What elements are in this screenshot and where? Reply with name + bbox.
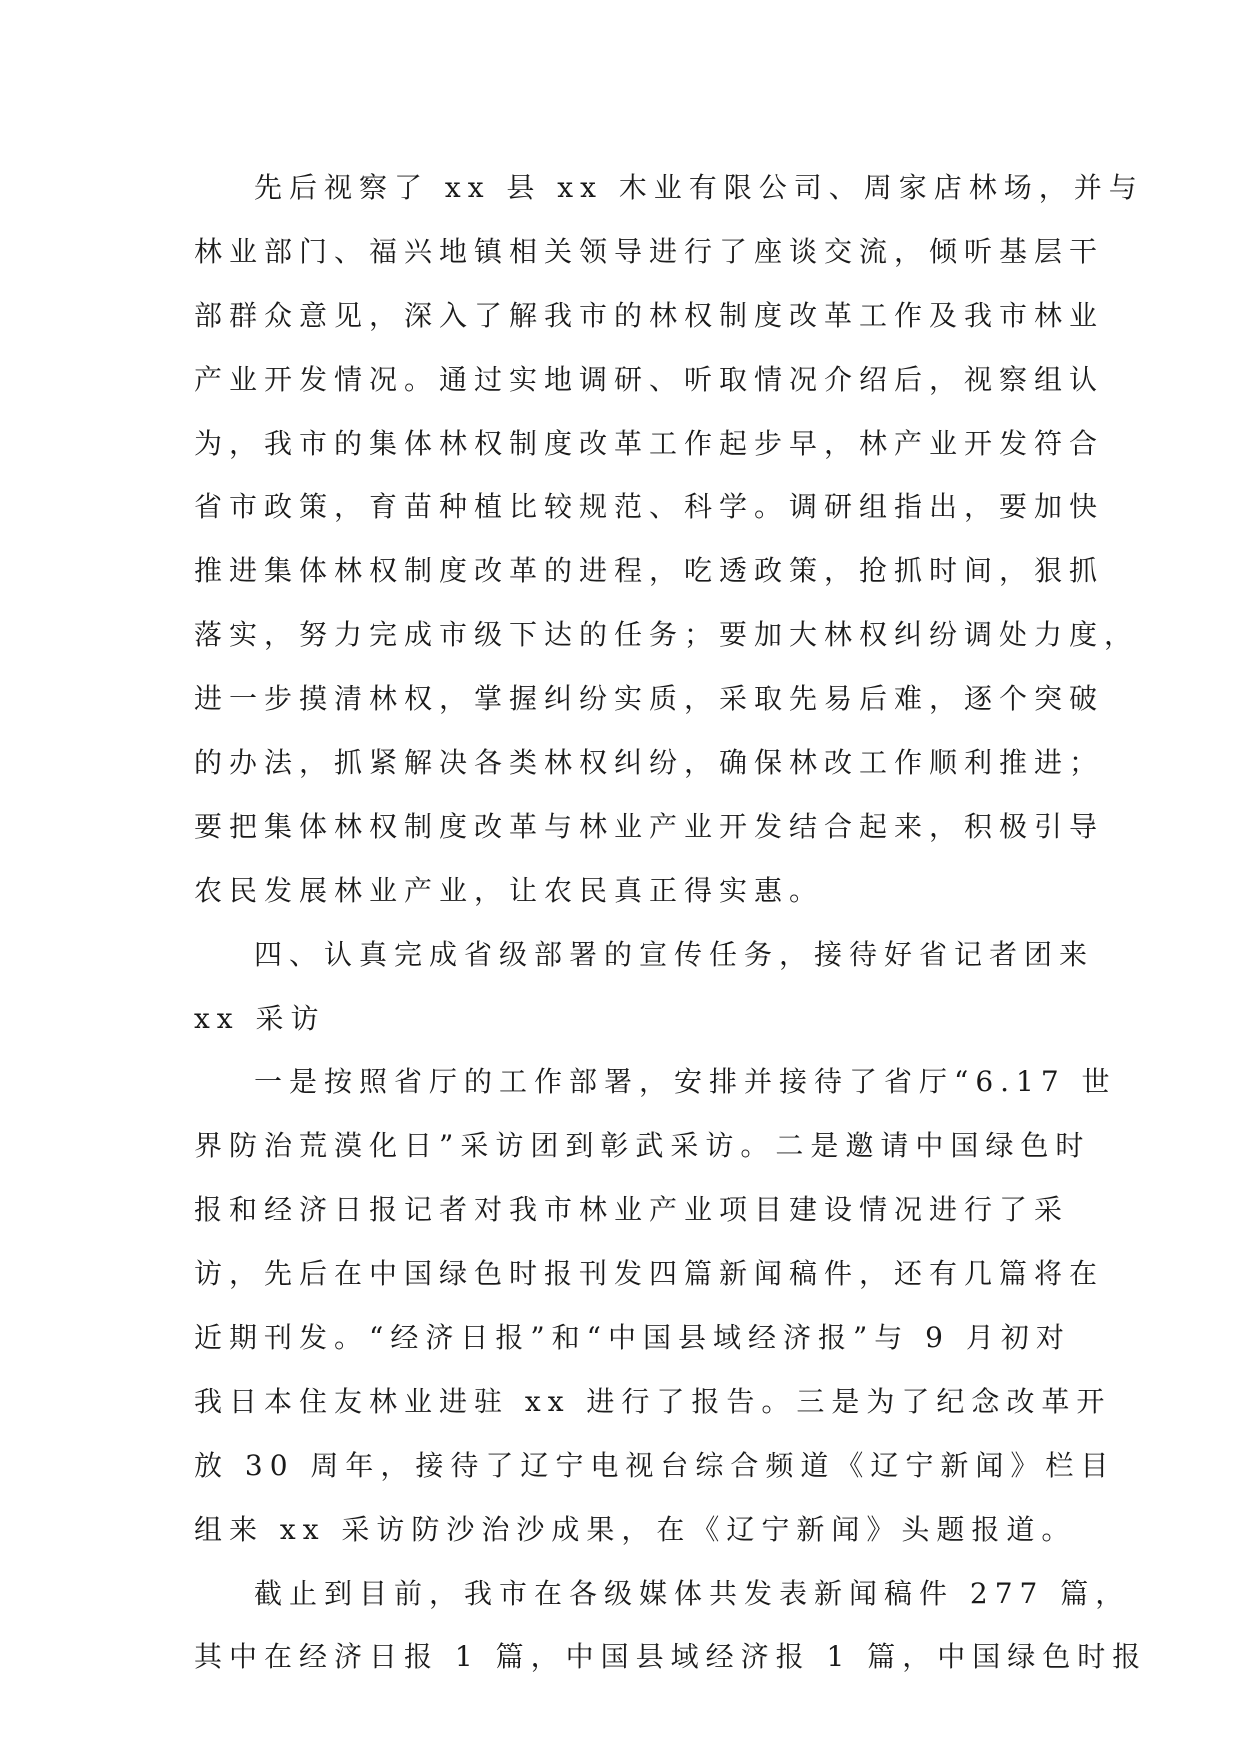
paragraph-line: 的办法，抓紧解决各类林权纠纷，确保林改工作顺利推进；	[194, 746, 1105, 780]
document-body	[194, 156, 1148, 1689]
paragraph-line: 界防治荒漠化日”采访团到彰武采访。二是邀请中国绿色时	[194, 1129, 1091, 1163]
paragraph-line: 落实，努力完成市级下达的任务；要加大林权纠纷调处力度，	[194, 618, 1140, 652]
paragraph-line: 要把集体林权制度改革与林业产业开发结合起来，积极引导	[194, 809, 1105, 843]
paragraph-line: 截止到目前，我市在各级媒体共发表新闻稿件 277 篇，	[254, 1576, 1131, 1610]
section-heading-line: 四、认真完成省级部署的宣传任务，接待好省记者团来	[254, 937, 1095, 971]
paragraph-line: 组来 xx 采访防沙治沙成果，在《辽宁新闻》头题报道。	[194, 1512, 1077, 1546]
paragraph-line: 推进集体林权制度改革的进程，吃透政策，抢抓时间，狠抓	[194, 554, 1105, 588]
paragraph-line: 一是按照省厅的工作部署，安排并接待了省厅“6.17 世	[254, 1065, 1117, 1099]
paragraph-line: 林业部门、福兴地镇相关领导进行了座谈交流，倾听基层干	[194, 234, 1105, 268]
paragraph-line: 报和经济日报记者对我市林业产业项目建设情况进行了采	[194, 1193, 1070, 1227]
paragraph-line: 省市政策，育苗种植比较规范、科学。调研组指出，要加快	[194, 490, 1105, 524]
paragraph-line: 先后视察了 xx 县 xx 木业有限公司、周家店林场，并与	[254, 171, 1144, 204]
paragraph-line: 为，我市的集体林权制度改革工作起步早，林产业开发符合	[194, 426, 1105, 460]
paragraph-line: 放 30 周年，接待了辽宁电视台综合频道《辽宁新闻》栏目	[194, 1448, 1116, 1482]
paragraph-line: 我日本住友林业进驻 xx 进行了报告。三是为了纪念改革开	[194, 1384, 1112, 1418]
section-heading-line: xx 采访	[194, 1001, 326, 1035]
paragraph-line: 部群众意见，深入了解我市的林权制度改革工作及我市林业	[194, 298, 1105, 332]
paragraph-line: 近期刊发。“经济日报”和“中国县域经济报”与 9 月初对	[194, 1321, 1071, 1355]
paragraph-line: 其中在经济日报 1 篇，中国县域经济报 1 篇，中国绿色时报	[194, 1640, 1148, 1674]
paragraph-line: 访，先后在中国绿色时报刊发四篇新闻稿件，还有几篇将在	[194, 1257, 1105, 1291]
paragraph-line: 农民发展林业产业，让农民真正得实惠。	[194, 873, 825, 907]
paragraph-line: 产业开发情况。通过实地调研、听取情况介绍后，视察组认	[194, 362, 1105, 396]
paragraph-line: 进一步摸清林权，掌握纠纷实质，采取先易后难，逐个突破	[194, 682, 1105, 716]
